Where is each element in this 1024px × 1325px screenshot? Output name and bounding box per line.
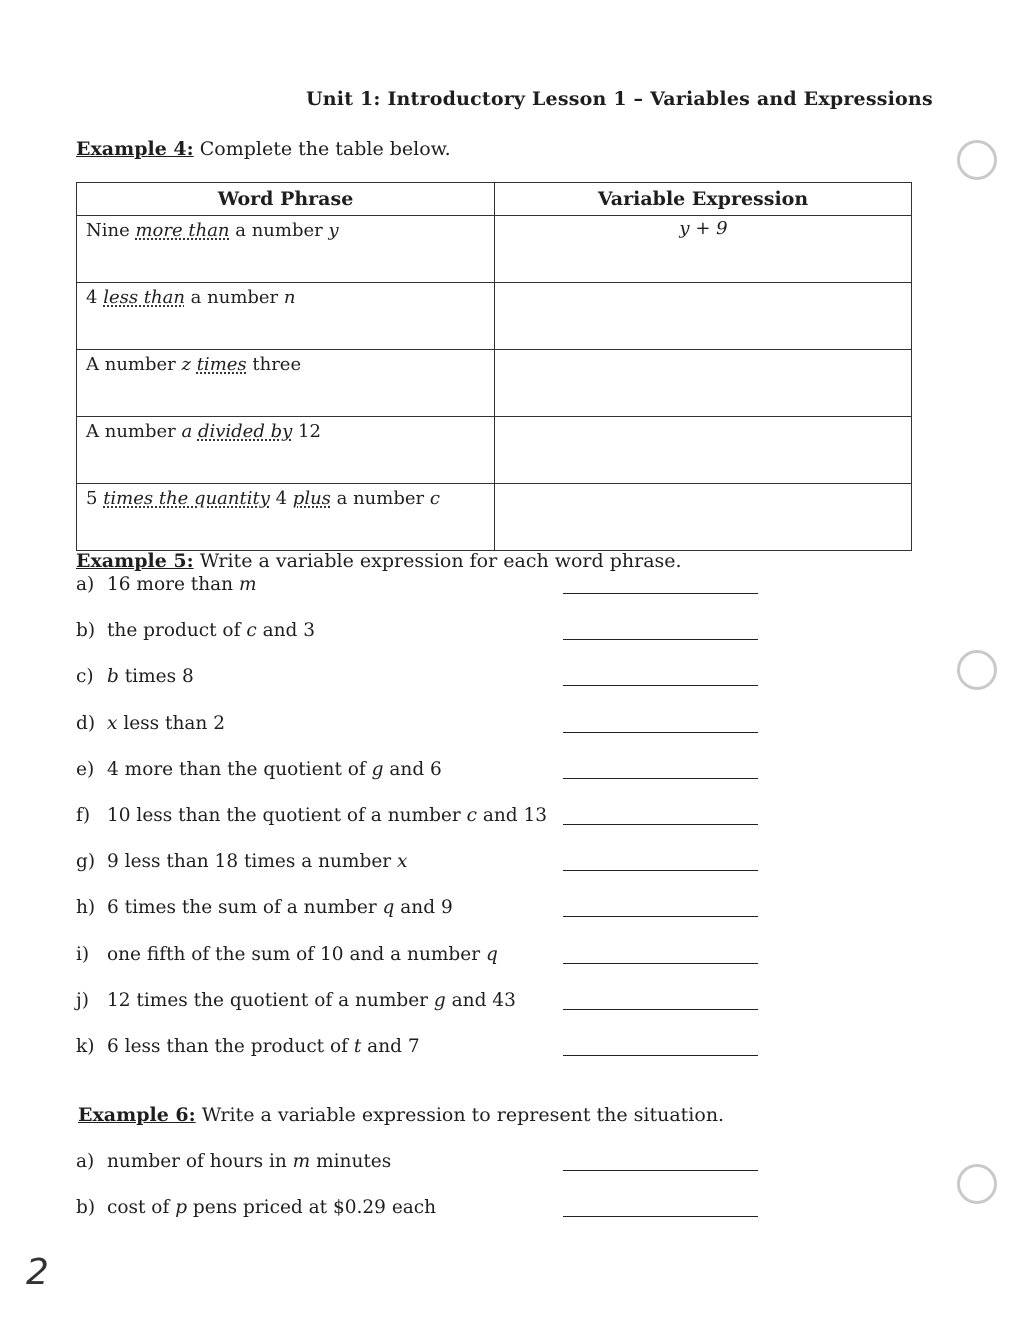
question-letter: g) <box>76 851 96 872</box>
answer-blank[interactable] <box>563 963 758 964</box>
answer-blank[interactable] <box>563 916 758 917</box>
question-item <box>76 620 315 641</box>
example-5-heading <box>76 550 682 572</box>
phrase-text: 12 <box>292 421 321 442</box>
question-variable: t <box>353 1036 362 1057</box>
question-text: the product of <box>107 620 247 641</box>
phrase-keyword: divided by <box>197 421 293 442</box>
question-text: and 6 <box>383 759 442 780</box>
question-text: number of hours in <box>107 1151 293 1172</box>
phrase-text: 5 <box>86 488 104 509</box>
question-variable: g <box>371 759 384 780</box>
phrase-text: Nine <box>86 220 136 241</box>
answer-blank[interactable] <box>563 1216 758 1217</box>
question-item <box>76 944 498 965</box>
question-item <box>76 990 516 1011</box>
page-number: 2 <box>26 1252 49 1293</box>
phrase-text: a number <box>229 220 329 241</box>
phrase-text: three <box>246 354 302 375</box>
question-item <box>76 851 407 872</box>
answer-blank[interactable] <box>563 1055 758 1056</box>
question-text: less than 2 <box>117 713 225 734</box>
question-letter: c) <box>76 666 94 687</box>
question-item <box>76 713 225 734</box>
question-text: and 7 <box>361 1036 420 1057</box>
table-row <box>77 350 912 417</box>
question-variable: q <box>485 944 498 965</box>
question-item <box>76 1036 420 1057</box>
question-text: and 3 <box>256 620 316 641</box>
answer-blank[interactable] <box>563 639 758 640</box>
question-text: cost of <box>107 1197 176 1218</box>
expression-cell[interactable]: y + 9 <box>495 216 912 283</box>
phrase-text: A number <box>86 354 182 375</box>
question-variable: c <box>466 805 477 826</box>
question-text: one fifth of the sum of 10 and a number <box>107 944 486 965</box>
question-letter: d) <box>76 713 96 734</box>
phrase-variable: c <box>429 488 440 509</box>
table-row <box>77 417 912 484</box>
expression-cell[interactable] <box>495 417 912 484</box>
phrase-variable: a <box>181 421 193 442</box>
page-title: Unit 1: Introductory Lesson 1 – Variables and Expressions <box>306 88 933 110</box>
question-text: and 43 <box>445 990 516 1011</box>
question-text: and 13 <box>476 805 548 826</box>
question-text: times 8 <box>118 666 194 687</box>
answer-blank[interactable] <box>563 732 758 733</box>
example-4-instruction: Complete the table below. <box>199 138 451 160</box>
table-row <box>77 484 912 551</box>
phrase-text: a number <box>330 488 430 509</box>
phrase-keyword: times the quantity <box>103 488 270 509</box>
question-variable: m <box>238 574 257 595</box>
question-variable: q <box>382 897 395 918</box>
example-6-instruction: Write a variable expression to represent the situation. <box>201 1104 725 1126</box>
question-item <box>76 897 453 918</box>
column-header-variable-expression: Variable Expression <box>495 183 912 216</box>
question-item <box>76 1197 436 1218</box>
question-letter: b) <box>76 620 96 641</box>
phrase-keyword: times <box>196 354 247 375</box>
word-phrase-cell <box>77 417 495 484</box>
answer-blank[interactable] <box>563 685 758 686</box>
question-text: 6 less than the product of <box>107 1036 354 1057</box>
question-variable: p <box>175 1197 188 1218</box>
phrase-variable: z <box>181 354 191 375</box>
question-letter: j) <box>76 990 89 1011</box>
question-text: 10 less than the quotient of a number <box>107 805 467 826</box>
question-item <box>76 666 194 687</box>
answer-blank[interactable] <box>563 870 758 871</box>
question-letter: i) <box>76 944 90 965</box>
word-phrase-cell <box>77 283 495 350</box>
question-text: 4 more than the quotient of <box>107 759 372 780</box>
question-item <box>76 574 257 595</box>
binder-hole <box>957 650 997 690</box>
phrase-text: a number <box>184 287 284 308</box>
question-variable: x <box>397 851 408 872</box>
phrase-text: 4 <box>269 488 293 509</box>
question-letter: h) <box>76 897 96 918</box>
question-letter: a) <box>76 1151 95 1172</box>
answer-blank[interactable] <box>563 824 758 825</box>
expression-cell[interactable] <box>495 484 912 551</box>
question-letter: k) <box>76 1036 95 1057</box>
expression-cell[interactable] <box>495 283 912 350</box>
phrase-variable: y <box>328 220 339 241</box>
answer-blank[interactable] <box>563 593 758 594</box>
question-text: and 9 <box>394 897 453 918</box>
question-item <box>76 759 442 780</box>
question-text: 16 more than <box>107 574 239 595</box>
question-variable: g <box>433 990 446 1011</box>
question-variable: c <box>246 620 257 641</box>
question-variable: b <box>107 666 119 687</box>
question-text: 12 times the quotient of a number <box>107 990 434 1011</box>
column-header-word-phrase: Word Phrase <box>77 183 495 216</box>
question-letter: a) <box>76 574 95 595</box>
question-text: 6 times the sum of a number <box>107 897 383 918</box>
example-4-label: Example 4: <box>76 138 194 160</box>
word-phrase-cell <box>77 484 495 551</box>
word-phrase-table <box>76 182 912 551</box>
example-4-heading <box>76 138 451 160</box>
question-text: pens priced at $0.29 each <box>187 1197 437 1218</box>
expression-cell[interactable] <box>495 350 912 417</box>
question-variable: x <box>107 713 118 734</box>
example-6-label: Example 6: <box>78 1104 196 1126</box>
question-letter: b) <box>76 1197 96 1218</box>
answer-blank[interactable] <box>563 1009 758 1010</box>
example-5-instruction: Write a variable expression for each word phrase. <box>199 550 682 572</box>
binder-hole <box>957 1164 997 1204</box>
question-item <box>76 1151 391 1172</box>
question-letter: e) <box>76 759 95 780</box>
question-item <box>76 805 547 826</box>
phrase-variable: n <box>283 287 296 308</box>
table-row <box>77 283 912 350</box>
example-6-heading <box>78 1104 724 1126</box>
example-5-label: Example 5: <box>76 550 194 572</box>
answer-blank[interactable] <box>563 778 758 779</box>
question-letter: f) <box>76 805 91 826</box>
word-phrase-cell <box>77 350 495 417</box>
binder-hole <box>957 140 997 180</box>
phrase-keyword: plus <box>292 488 331 509</box>
phrase-keyword: more than <box>135 220 230 241</box>
phrase-text: A number <box>86 421 182 442</box>
word-phrase-cell <box>77 216 495 283</box>
answer-blank[interactable] <box>563 1170 758 1171</box>
table-row <box>77 216 912 283</box>
phrase-keyword: less than <box>103 287 185 308</box>
question-text: minutes <box>310 1151 392 1172</box>
question-variable: m <box>292 1151 311 1172</box>
phrase-text: 4 <box>86 287 104 308</box>
question-text: 9 less than 18 times a number <box>107 851 397 872</box>
